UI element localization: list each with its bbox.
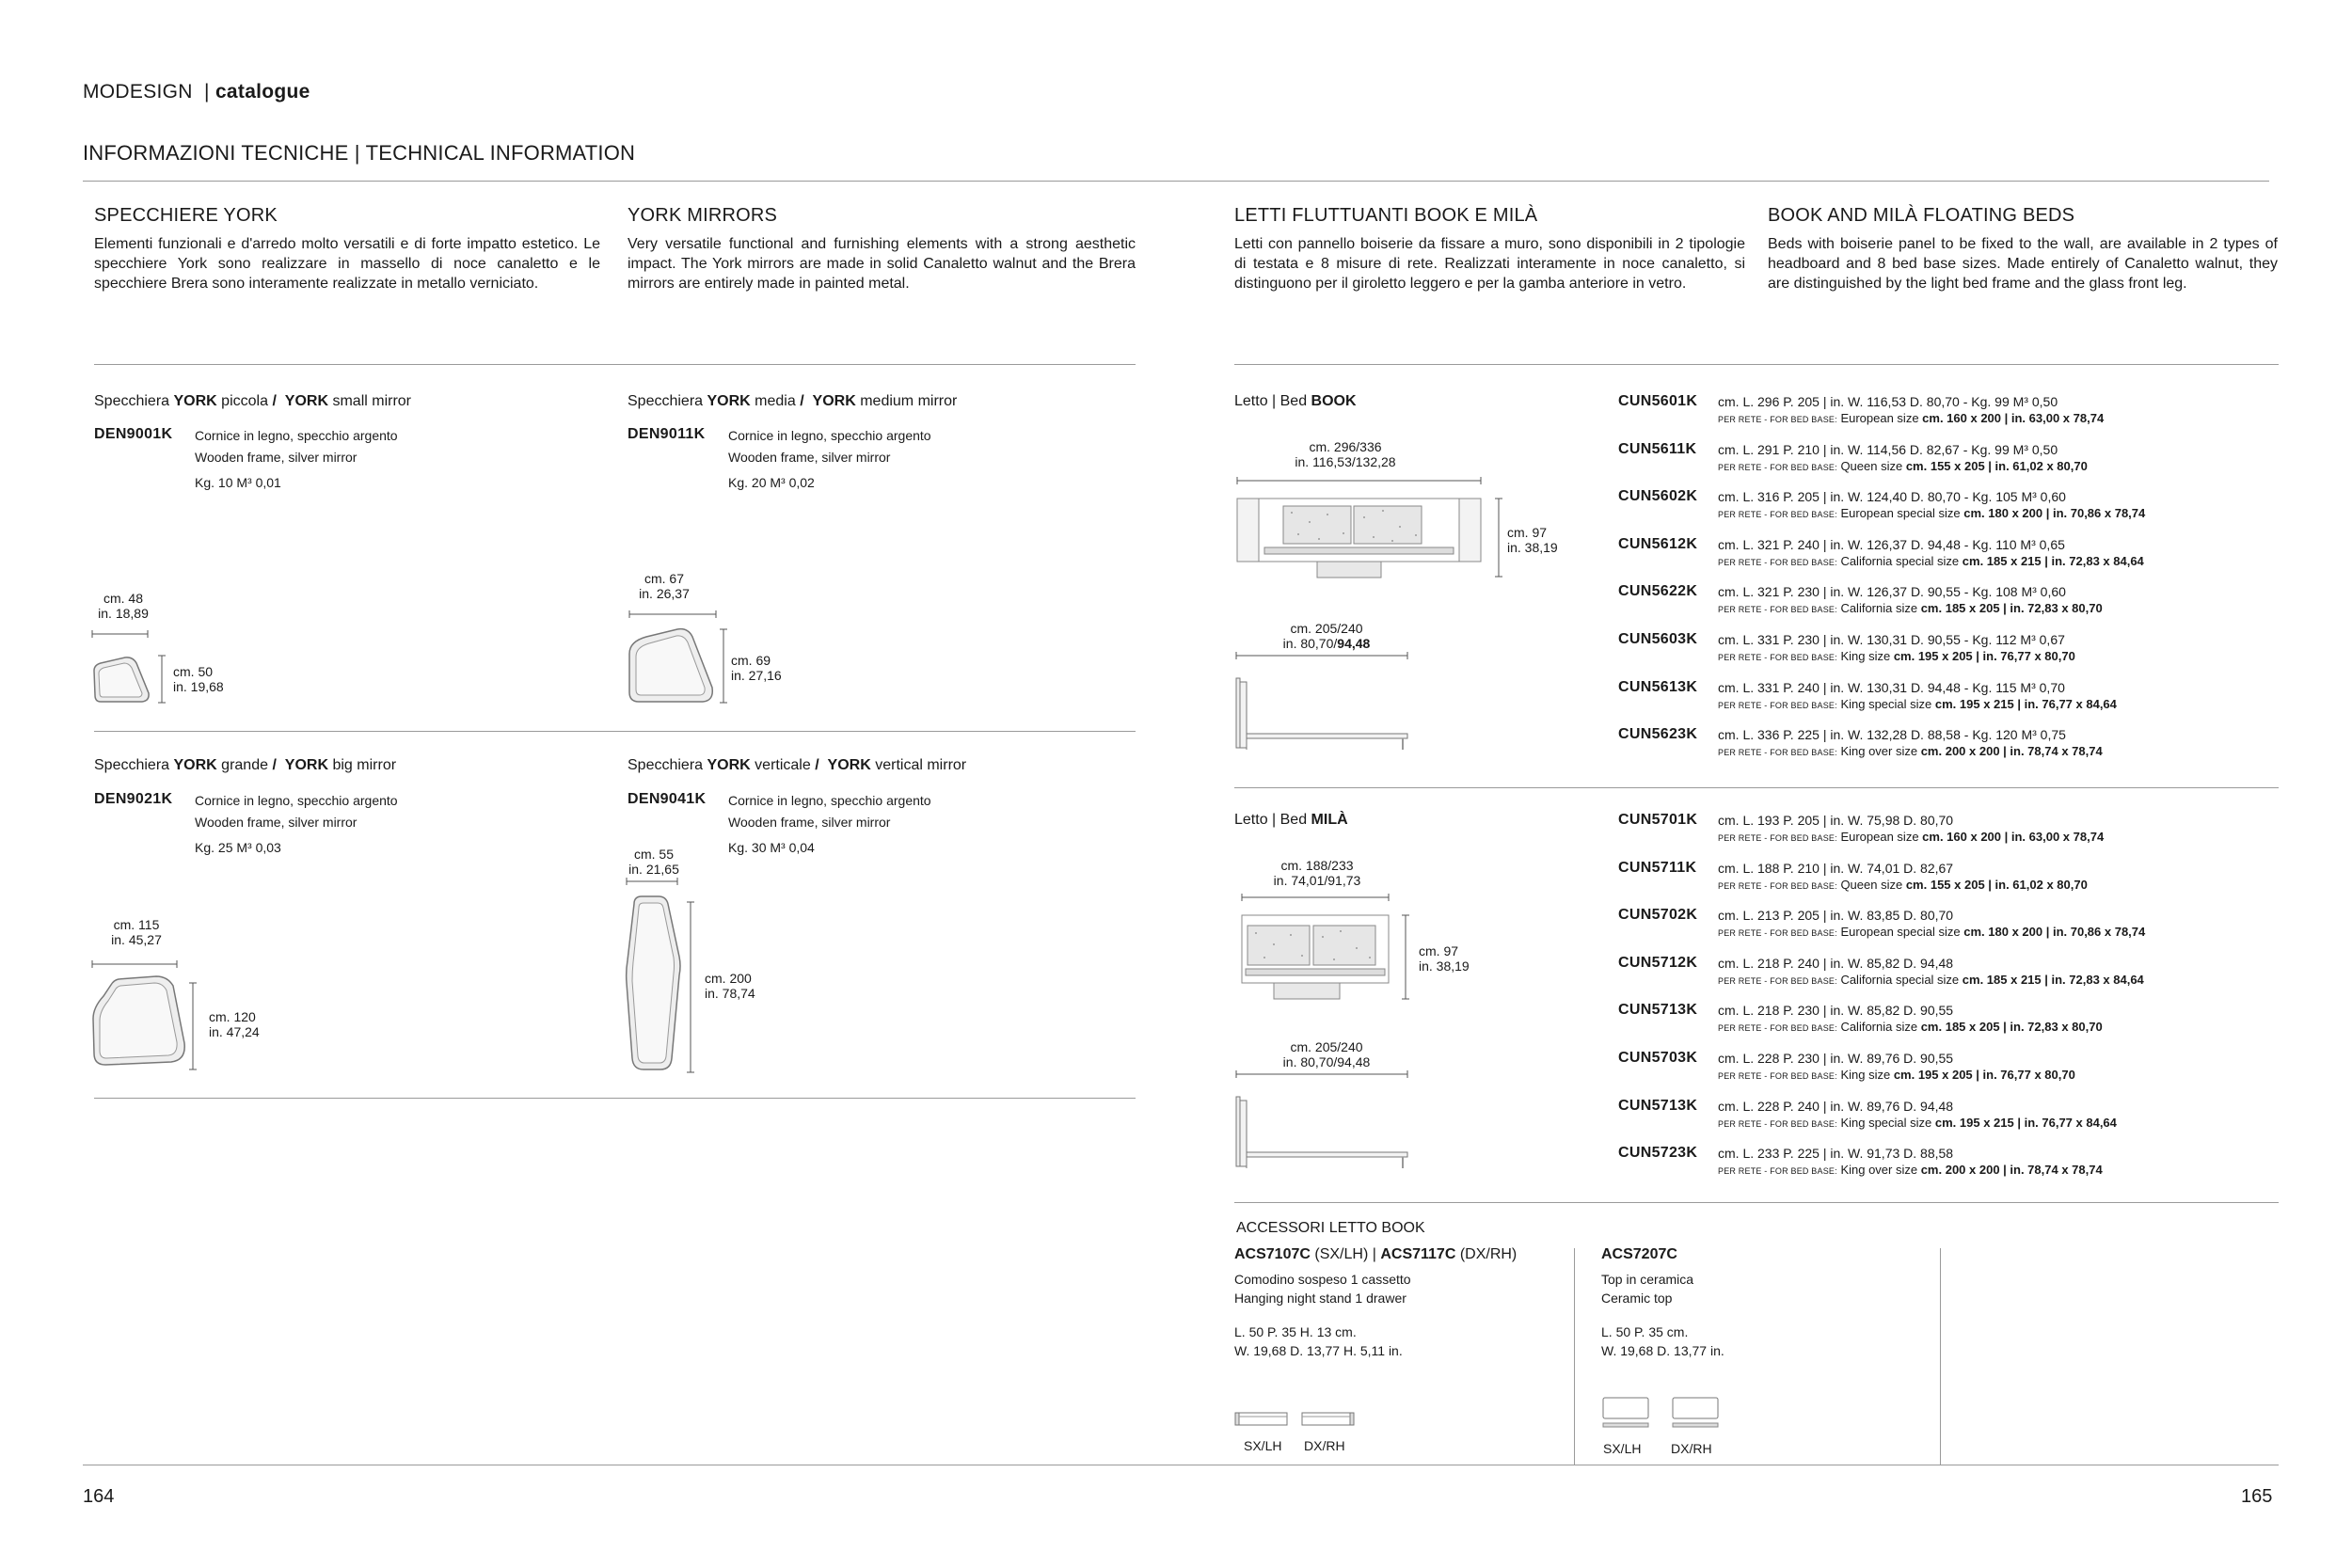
mirror-medium-code: DEN9011K [628, 426, 706, 442]
product-code: CUN5623K [1618, 726, 1698, 743]
page-number-left: 164 [83, 1486, 115, 1507]
dimensions: cm. L. 193 P. 205 | in. W. 75,98 D. 80,70 [1718, 813, 1954, 828]
bed-base-size: PER RETE - FOR BED BASE: Queen size cm. 155 x 205 | in. 61,02 x 80,70 [1718, 458, 2088, 473]
mirrors-title-it: SPECCHIERE YORK [94, 205, 278, 226]
product-code: CUN5723K [1618, 1145, 1698, 1162]
mirrors-divider-middle [94, 731, 1136, 732]
mila-bed-side-drawing [1232, 1070, 1421, 1183]
product-code: CUN5712K [1618, 954, 1698, 971]
product-code: CUN5612K [1618, 535, 1698, 552]
beds-text-en: Beds with boiserie panel to be fixed to the wall, are available in 2 types of headboard and 8 bed base sizes. Made entirely of Canaletto walnut, they are distinguished by the light bed frame and the glass front leg. [1768, 236, 2278, 292]
beds-title-it: LETTI FLUTTUANTI BOOK E MILÀ [1234, 205, 1538, 226]
mirror-vertical-title: Specchiera YORK verticale / YORK vertical mirror [628, 757, 967, 773]
bed-base-size: PER RETE - FOR BED BASE: California size cm. 185 x 205 | in. 72,83 x 80,70 [1718, 601, 2103, 616]
bed-base-size: PER RETE - FOR BED BASE: European special size cm. 180 x 200 | in. 70,86 x 78,74 [1718, 506, 2146, 521]
bed-base-size: PER RETE - FOR BED BASE: King size cm. 195 x 205 | in. 76,77 x 80,70 [1718, 649, 2075, 663]
mila-bed-title: Letto | Bed MILÀ [1234, 812, 1348, 828]
product-code: CUN5622K [1618, 583, 1698, 600]
mirror-vertical-desc: Cornice in legno, specchio argento Wooden frame, silver mirror Kg. 30 M³ 0,04 [728, 793, 931, 855]
dimensions: cm. L. 228 P. 240 | in. W. 89,76 D. 94,48 [1718, 1098, 1954, 1114]
bed-base-size: PER RETE - FOR BED BASE: King over size cm. 200 x 200 | in. 78,74 x 78,74 [1718, 744, 2103, 759]
mirror-big-width-label: cm. 115 in. 45,27 [111, 917, 162, 947]
mirror-big-height-label: cm. 120 in. 47,24 [209, 1009, 260, 1039]
bed-base-size: PER RETE - FOR BED BASE: European size cm. 160 x 200 | in. 63,00 x 78,74 [1718, 830, 2105, 844]
mirror-big-code: DEN9021K [94, 791, 173, 807]
beds-divider-bottom [1234, 1202, 2279, 1203]
mila-height-label: cm. 97 in. 38,19 [1419, 943, 1470, 974]
accessory-nightstand-codes: ACS7107C (SX/LH) | ACS7117C (DX/RH) [1234, 1246, 1518, 1262]
mirror-medium-drawing [626, 607, 729, 710]
mirrors-title-en: YORK MIRRORS [628, 205, 778, 226]
dimensions: cm. L. 321 P. 230 | in. W. 126,37 D. 90,55 - Kg. 108 M³ 0,60 [1718, 584, 2066, 600]
dimensions: cm. L. 296 P. 205 | in. W. 116,53 D. 80,70 - Kg. 99 M³ 0,50 [1718, 394, 2058, 409]
dimensions: cm. L. 336 P. 225 | in. W. 132,28 D. 88,58 - Kg. 120 M³ 0,75 [1718, 727, 2066, 743]
header-divider [83, 181, 2269, 182]
dimensions: cm. L. 213 P. 205 | in. W. 83,85 D. 80,70 [1718, 908, 1954, 924]
dimensions: cm. L. 188 P. 210 | in. W. 74,01 D. 82,67 [1718, 860, 1954, 876]
product-code: CUN5613K [1618, 678, 1698, 695]
mirror-big-drawing [90, 957, 203, 1079]
product-code: CUN5601K [1618, 393, 1698, 409]
bed-base-size: PER RETE - FOR BED BASE: King special size cm. 195 x 215 | in. 76,77 x 84,64 [1718, 1115, 2117, 1130]
mirror-big-title: Specchiera YORK grande / YORK big mirror [94, 757, 397, 773]
page-number-right: 165 [2241, 1486, 2273, 1507]
mirrors-text-en: Very versatile functional and furnishing elements with a strong aesthetic impact. The York mirrors are made in solid Canaletto walnut and the Brera mirrors are entirely made in painted metal. [628, 236, 1136, 292]
nightstand-sx-label: SX/LH [1244, 1438, 1282, 1453]
mirror-vertical-width-label: cm. 55 in. 21,65 [628, 847, 679, 877]
dimensions: cm. L. 233 P. 225 | in. W. 91,73 D. 88,58 [1718, 1146, 1954, 1162]
mirrors-text-it: Elementi funzionali e d'arredo molto versatili e di forte impatto estetico. Le specchiere York sono realizzare in massello di noce canaletto e le specchiere Brera sono interamente realizzate in metallo verniciato. [94, 236, 600, 292]
product-code: CUN5711K [1618, 859, 1697, 876]
product-code: CUN5713K [1618, 1002, 1698, 1019]
ceramic-sx-label: SX/LH [1603, 1441, 1642, 1456]
product-code: CUN5701K [1618, 812, 1698, 828]
bed-base-size: PER RETE - FOR BED BASE: King over size cm. 200 x 200 | in. 78,74 x 78,74 [1718, 1163, 2103, 1178]
book-bed-front-drawing [1232, 475, 1505, 588]
product-code: CUN5602K [1618, 488, 1698, 505]
dimensions: cm. L. 331 P. 230 | in. W. 130,31 D. 90,55 - Kg. 112 M³ 0,67 [1718, 632, 2065, 647]
beds-divider-middle [1234, 787, 2279, 788]
mirror-big-desc: Cornice in legno, specchio argento Wooden frame, silver mirror Kg. 25 M³ 0,03 [195, 793, 398, 855]
dimensions: cm. L. 331 P. 240 | in. W. 130,31 D. 94,48 - Kg. 115 M³ 0,70 [1718, 679, 2065, 695]
mirror-small-width-label: cm. 48 in. 18,89 [98, 591, 149, 621]
accessory-ceramic-desc: Top in ceramica Ceramic top L. 50 P. 35 cm. W. 19,68 D. 13,77 in. [1601, 1272, 1724, 1358]
mila-bed-front-drawing [1232, 892, 1421, 1005]
book-side-length-label: cm. 205/240 in. 80,70/94,48 [1282, 621, 1371, 651]
bed-base-size: PER RETE - FOR BED BASE: California special size cm. 185 x 215 | in. 72,83 x 84,64 [1718, 972, 2144, 987]
accessories-title: ACCESSORI LETTO BOOK [1236, 1220, 1425, 1236]
section-title: INFORMAZIONI TECNICHE | TECHNICAL INFORMATION [83, 141, 636, 165]
mirror-small-desc: Cornice in legno, specchio argento Wooden frame, silver mirror Kg. 10 M³ 0,01 [195, 428, 398, 490]
ceramic-top-drawings [1601, 1396, 1733, 1433]
product-code: CUN5713K [1618, 1097, 1698, 1114]
beds-divider-top [1234, 364, 2279, 365]
book-height-label: cm. 97 in. 38,19 [1507, 525, 1558, 555]
dimensions: cm. L. 218 P. 230 | in. W. 85,82 D. 90,55 [1718, 1003, 1954, 1019]
mirror-small-code: DEN9001K [94, 426, 173, 442]
mila-front-width-label: cm. 188/233 in. 74,01/91,73 [1273, 858, 1361, 888]
beds-title-en: BOOK AND MILÀ FLOATING BEDS [1768, 205, 2075, 226]
dimensions: cm. L. 228 P. 230 | in. W. 89,76 D. 90,55 [1718, 1051, 1954, 1066]
accessories-separator-1 [1574, 1248, 1575, 1465]
mirror-medium-width-label: cm. 67 in. 26,37 [639, 571, 690, 601]
dimensions: cm. L. 316 P. 205 | in. W. 124,40 D. 80,70 - Kg. 105 M³ 0,60 [1718, 489, 2066, 505]
dimensions: cm. L. 321 P. 240 | in. W. 126,37 D. 94,48 - Kg. 110 M³ 0,65 [1718, 536, 2065, 552]
dimensions: cm. L. 218 P. 240 | in. W. 85,82 D. 94,48 [1718, 955, 1954, 971]
dimensions: cm. L. 291 P. 210 | in. W. 114,56 D. 82,67 - Kg. 99 M³ 0,50 [1718, 441, 2058, 457]
product-code: CUN5611K [1618, 440, 1697, 457]
nightstand-dx-label: DX/RH [1304, 1438, 1345, 1453]
book-bed-title: Letto | Bed BOOK [1234, 393, 1357, 409]
mirrors-divider-bottom [94, 1098, 1136, 1099]
mirror-vertical-code: DEN9041K [628, 791, 707, 807]
brand-header: MODESIGN | catalogue [83, 81, 310, 103]
bed-base-size: PER RETE - FOR BED BASE: King special size cm. 195 x 215 | in. 76,77 x 84,64 [1718, 696, 2117, 711]
mirrors-divider-top [94, 364, 1136, 365]
book-front-width-label: cm. 296/336 in. 116,53/132,28 [1295, 439, 1396, 469]
mirror-medium-title: Specchiera YORK media / YORK medium mirror [628, 393, 958, 409]
accessory-ceramic-code: ACS7207C [1601, 1246, 1677, 1262]
mirror-medium-desc: Cornice in legno, specchio argento Wooden frame, silver mirror Kg. 20 M³ 0,02 [728, 428, 931, 490]
product-code: CUN5703K [1618, 1050, 1698, 1066]
mirror-medium-height-label: cm. 69 in. 27,16 [731, 653, 782, 683]
mila-side-length-label: cm. 205/240 in. 80,70/94,48 [1282, 1039, 1371, 1069]
bed-base-size: PER RETE - FOR BED BASE: California size cm. 185 x 205 | in. 72,83 x 80,70 [1718, 1020, 2103, 1035]
bed-base-size: PER RETE - FOR BED BASE: California special size cm. 185 x 215 | in. 72,83 x 84,64 [1718, 553, 2144, 568]
mirror-small-height-label: cm. 50 in. 19,68 [173, 664, 224, 694]
mirror-vertical-height-label: cm. 200 in. 78,74 [705, 971, 755, 1001]
bed-base-size: PER RETE - FOR BED BASE: Queen size cm. 155 x 205 | in. 61,02 x 80,70 [1718, 877, 2088, 892]
nightstand-drawings [1234, 1411, 1366, 1430]
accessories-separator-2 [1940, 1248, 1941, 1465]
bed-base-size: PER RETE - FOR BED BASE: European size cm. 160 x 200 | in. 63,00 x 78,74 [1718, 411, 2105, 425]
book-bed-side-drawing [1232, 652, 1421, 765]
bed-base-size: PER RETE - FOR BED BASE: King size cm. 195 x 205 | in. 76,77 x 80,70 [1718, 1068, 2075, 1082]
beds-text-it: Letti con pannello boiserie da fissare a muro, sono disponibili in 2 tipologie di testata e 8 misure di rete. Realizzati interamente in noce canaletto, si distinguono per il giroletto leggero e per la gamba anteriore in vetro. [1234, 236, 1745, 292]
accessory-nightstand-desc: Comodino sospeso 1 cassetto Hanging night stand 1 drawer L. 50 P. 35 H. 13 cm. W. 19,68 D. 13,77 H. 5,11 in. [1234, 1272, 1411, 1358]
product-code: CUN5603K [1618, 631, 1698, 647]
mirror-small-drawing [89, 626, 174, 710]
product-code: CUN5702K [1618, 907, 1698, 924]
bed-base-size: PER RETE - FOR BED BASE: European special size cm. 180 x 200 | in. 70,86 x 78,74 [1718, 925, 2146, 940]
mirror-vertical-drawing [625, 879, 700, 1077]
mirror-small-title: Specchiera YORK piccola / YORK small mirror [94, 393, 412, 409]
ceramic-dx-label: DX/RH [1671, 1441, 1712, 1456]
